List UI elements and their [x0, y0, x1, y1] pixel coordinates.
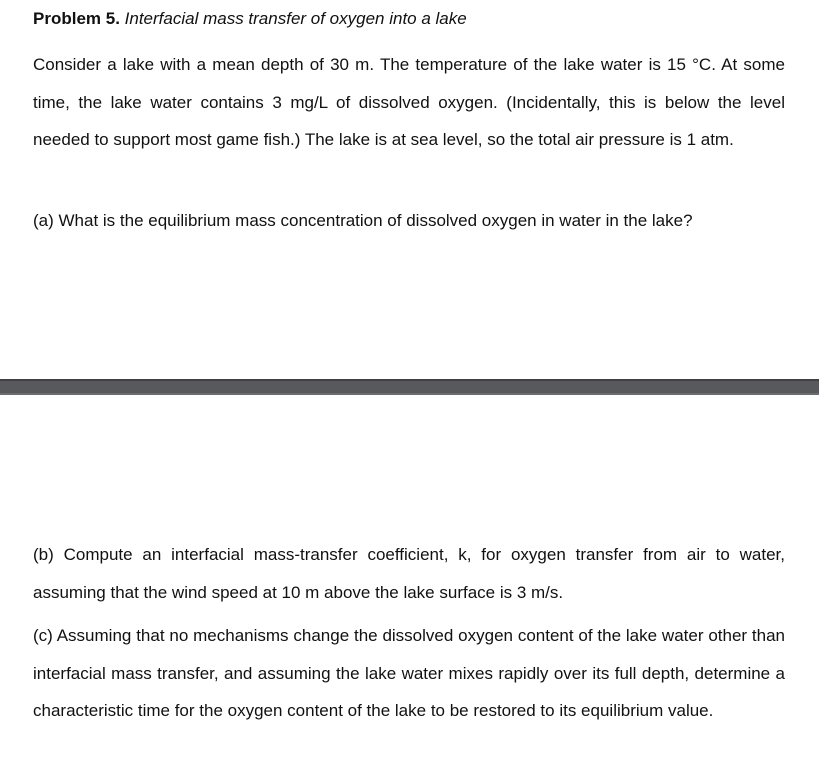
problem-heading — [33, 8, 467, 30]
question-c: (c) Assuming that no mechanisms change the dissolved oxygen content of the lake water other than interfacial mass transfer, and assuming the lake water mixes rapidly over its full depth, determine a characteristic time for the oxygen content of the lake to be restored to its equilibrium value. — [33, 626, 785, 720]
problem-intro: Consider a lake with a mean depth of 30 m. The temperature of the lake water is 15 °C. At some time, the lake water contains 3 mg/L of dissolved oxygen. (Incidentally, this is below the level needed to support most game fish.) The lake is at sea level, so the total air pressure is 1 atm. — [33, 55, 785, 149]
problem-label: Problem 5. — [33, 9, 120, 28]
problem-topic: Interfacial mass transfer of oxygen into a lake — [124, 9, 467, 28]
question-b: (b) Compute an interfacial mass-transfer coefficient, k, for oxygen transfer from air to water, assuming that the wind speed at 10 m above the lake surface is 3 m/s. — [33, 545, 785, 602]
page-divider — [0, 379, 819, 395]
question-a: (a) What is the equilibrium mass concentration of dissolved oxygen in water in the lake? — [33, 211, 693, 230]
